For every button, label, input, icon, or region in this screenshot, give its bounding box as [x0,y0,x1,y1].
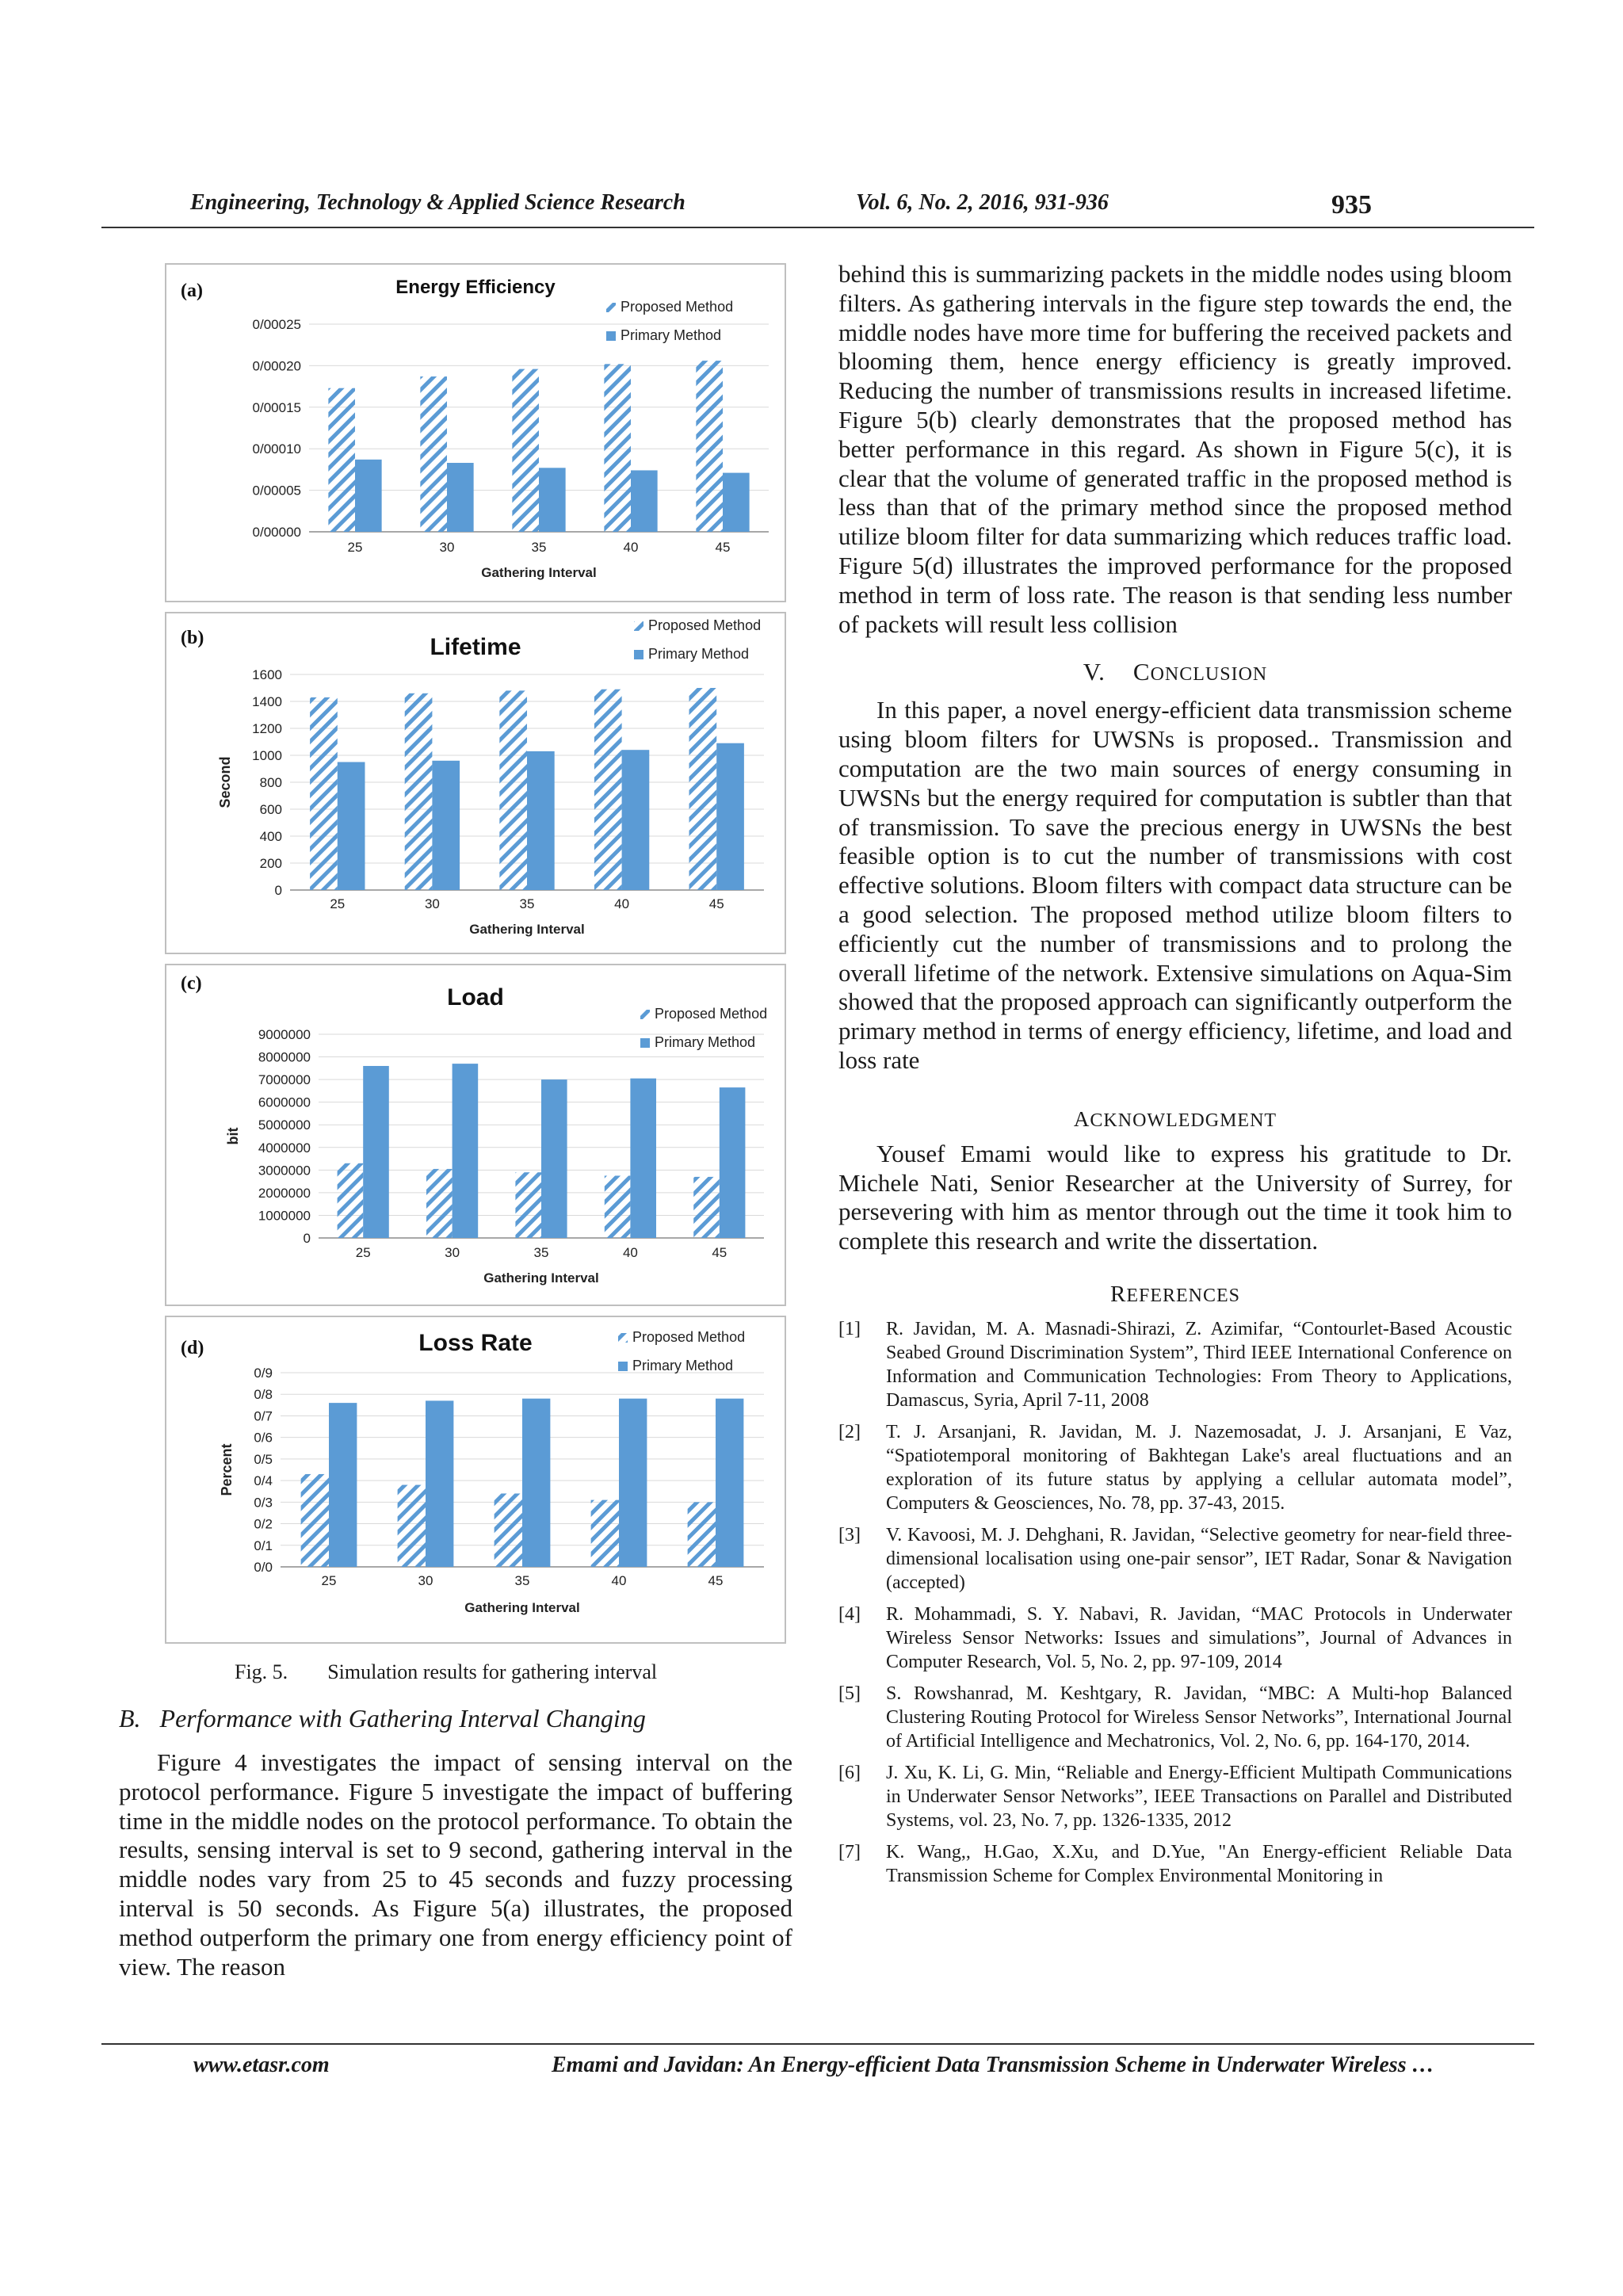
bar-proposed [310,697,338,890]
bar-proposed [338,1163,364,1238]
x-axis-label: Gathering Interval [464,1600,580,1615]
y-axis-label: Second [217,756,233,808]
y-tick-label: 800 [259,775,282,790]
y-tick-label: 1600 [252,667,282,682]
y-tick-label: 0/3 [254,1495,273,1511]
bar-proposed [328,388,355,532]
reference-list [838,1317,1512,1888]
conclusion-heading: V. CONCLUSION [1083,658,1268,686]
bar-proposed [693,1177,720,1238]
bar-proposed [495,1493,522,1567]
chart-title: Load [447,984,504,1010]
x-tick-label: 40 [611,1573,627,1588]
bar-proposed [688,1502,716,1567]
chart-panel-c [165,964,786,1306]
right-column [838,260,1512,1896]
bar-primary [716,1399,743,1567]
bar-primary [619,1399,647,1567]
journal-title: Engineering, Technology & Applied Science Research [190,190,685,215]
x-tick-label: 30 [445,1245,460,1260]
reference-item: [6] J. Xu, K. Li, G. Min, “Reliable and Energy-Efficient Multipath Communications in Underwater Sensor Networks”, IEEE Transactions on Parallel and Distributed Systems, vol. 23, No. 7, pp. 1326-1335, 2012 [838,1762,1512,1831]
bar-proposed [420,376,447,532]
bar-primary [363,1066,389,1238]
legend-label: Primary Method [621,327,722,343]
chart-title: Loss Rate [418,1330,533,1356]
caption-text: Simulation results for gathering interval [327,1660,658,1683]
bar-primary [723,473,750,532]
bar-proposed [398,1485,426,1567]
bar-proposed [515,1172,541,1238]
x-tick-label: 40 [623,540,639,555]
y-tick-label: 0/00005 [252,483,301,499]
x-tick-label: 35 [531,540,547,555]
y-tick-label: 0/6 [254,1430,273,1446]
bar-primary [541,1079,567,1238]
reference-item: [7] K. Wang,, H.Gao, X.Xu, and D.Yue, "An Energy-efficient Reliable Data Transmission Scheme for Complex Environmental Monitoring in [838,1841,1512,1886]
legend-label: Proposed Method [648,617,762,633]
bar-primary [630,1079,656,1238]
y-tick-label: 0/4 [254,1473,273,1489]
panel-label: (c) [181,973,202,994]
y-tick-label: 0/1 [254,1538,273,1553]
footer-site: www.etasr.com [193,2053,330,2077]
acknowledgment-heading: ACKNOWLEDGMENT [1073,1106,1277,1131]
chart-load [166,965,785,1305]
y-tick-label: 0 [303,1231,311,1246]
bar-primary [447,463,474,532]
legend-label: Primary Method [632,1358,734,1373]
x-tick-label: 30 [424,896,440,911]
legend-swatch [634,650,643,659]
y-tick-label: 600 [259,802,282,817]
y-tick-label: 3000000 [258,1163,311,1179]
y-tick-label: 0/7 [254,1408,273,1424]
y-tick-label: 400 [259,829,282,844]
x-axis-label: Gathering Interval [483,1270,599,1286]
subsection-heading: B. Performance with Gathering Interval Changing [119,1704,646,1733]
x-tick-label: 25 [321,1573,337,1588]
legend-swatch [640,1038,650,1048]
x-tick-label: 35 [533,1245,549,1260]
y-axis-label: bit [225,1127,241,1145]
y-tick-label: 2000000 [258,1185,311,1201]
bar-primary [539,468,566,532]
bar-proposed [499,690,527,890]
reference-item: [4] R. Mohammadi, S. Y. Nabavi, R. Javidan, “MAC Protocols in Underwater Wireless Sensor Networks: Issues and simulations”, Journal of Advances in Computer Research, Vol. 5, No. 2, pp. 97-109, 2014 [838,1603,1512,1672]
bar-primary [716,743,744,890]
y-tick-label: 1000000 [258,1208,311,1224]
bar-proposed [405,693,433,890]
x-tick-label: 40 [614,896,630,911]
y-tick-label: 1200 [252,721,282,736]
bar-proposed [512,369,539,532]
bar-primary [453,1064,479,1238]
acknowledgment-paragraph: Yousef Emami would like to express his gratitude to Dr. Michele Nati, Senior Researcher at the University of Surrey, for persevering with him as mentor through out the time it took him to complete this research and write the dissertation. [838,1139,1512,1255]
bar-proposed [604,364,631,532]
y-tick-label: 0/2 [254,1516,273,1532]
x-tick-label: 25 [347,540,363,555]
y-tick-label: 0/00020 [252,358,301,374]
legend-label: Proposed Method [632,1329,746,1345]
chart-loss-rate [166,1317,785,1642]
bar-proposed [591,1500,619,1567]
legend-swatch [618,1362,628,1371]
y-tick-label: 0/8 [254,1387,273,1403]
bar-primary [355,460,382,532]
header-rule [101,227,1534,228]
x-tick-label: 30 [418,1573,433,1588]
bar-proposed [689,688,717,890]
panel-label: (d) [181,1338,204,1358]
reference-item: [3] V. Kavoosi, M. J. Dehghani, R. Javidan, “Selective geometry for near-field three-dimensional localisation using one-pair sensor”, IET Radar, Sonar & Navigation (accepted) [838,1524,1512,1593]
bar-primary [432,761,460,890]
page-number: 935 [1331,190,1372,220]
legend-swatch [618,1333,628,1343]
chart-energy-efficiency [166,265,785,601]
y-tick-label: 0/00010 [252,441,301,457]
y-tick-label: 0/00015 [252,399,301,415]
y-tick-label: 1000 [252,748,282,763]
legend-label: Primary Method [655,1034,756,1050]
chart-panel-b [165,612,786,954]
legend-label: Primary Method [648,646,750,662]
x-tick-label: 45 [712,1245,727,1260]
bar-proposed [594,690,622,890]
y-tick-label: 7000000 [258,1072,311,1088]
x-tick-label: 30 [439,540,455,555]
footer-citation: Emami and Javidan: An Energy-efficient Data Transmission Scheme in Underwater Wireless … [552,2053,1434,2077]
y-tick-label: 6000000 [258,1095,311,1110]
y-tick-label: 0/00025 [252,317,301,332]
bar-primary [522,1399,550,1567]
reference-item: [5] S. Rowshanrad, M. Keshtgary, R. Javidan, “MBC: A Multi-hop Balanced Clustering Routing Protocol for Wireless Sensor Networks”, International Journal of Artificial Intelligence and Mechatronics, Vol. 2, No. 6, pp. 164-170, 2014. [838,1683,1512,1752]
legend-label: Proposed Method [621,299,734,315]
legend-label: Proposed Method [655,1006,768,1022]
y-tick-label: 0/0 [254,1560,273,1575]
y-tick-label: 0/00000 [252,525,301,540]
bar-primary [720,1087,746,1238]
panel-label: (b) [181,628,204,648]
bar-primary [329,1403,357,1567]
y-tick-label: 0 [274,883,282,898]
y-tick-label: 8000000 [258,1049,311,1065]
x-tick-label: 45 [708,896,724,911]
bar-primary [631,470,658,532]
y-tick-label: 4000000 [258,1140,311,1156]
bar-primary [426,1400,453,1567]
bar-primary [527,751,555,890]
bar-proposed [301,1474,329,1567]
references-heading: REFERENCES [1109,1281,1241,1307]
y-tick-label: 0/5 [254,1451,273,1467]
bar-proposed [426,1169,453,1238]
chart-title: Lifetime [430,634,521,660]
left-column-body [119,1748,792,1981]
y-tick-label: 0/9 [254,1366,273,1381]
footer-rule [101,2043,1534,2045]
x-tick-label: 35 [514,1573,530,1588]
reference-item: [1] R. Javidan, M. A. Masnadi-Shirazi, Z. Azimifar, “Contourlet-Based Acoustic Seabed Ground Discrimination System”, Third IEEE International Conference on Information and Communication Technologies: From Theory to Applications, Damascus, Syria, April 7-11, 2008 [838,1318,1512,1411]
chart-lifetime [166,613,785,953]
reference-item: [2] T. J. Arsanjani, R. Javidan, M. J. Nazemosadat, J. J. Arsanjani, E Vaz, “Spatiotemporal monitoring of Bakhtegan Lake's areal fluctuations and an exploration of its future status by applying a cellular automata model”, Computers & Geosciences, No. 78, pp. 37-43, 2015. [838,1421,1512,1514]
bar-primary [622,750,650,890]
panel-label: (a) [181,281,203,301]
chart-panel-a [165,263,786,602]
volume-info: Vol. 6, No. 2, 2016, 931-936 [856,190,1109,215]
x-axis-label: Gathering Interval [481,565,597,580]
legend-swatch [606,331,616,341]
x-tick-label: 35 [519,896,535,911]
chart-panel-d [165,1316,786,1644]
legend-swatch [606,303,616,312]
y-tick-label: 5000000 [258,1117,311,1133]
legend-swatch [640,1010,650,1019]
paragraph: Figure 4 investigates the impact of sensing interval on the protocol performance. Figure 5 investigate the impact of buffering time in the middle nodes on the protocol performance. To obtain the results, sensing interval is set to 9 second, gathering interval in the middle nodes vary from 25 to 45 seconds and fuzzy processing interval is 50 seconds. As Figure 5(a) illustrates, the proposed method outperform the primary one from energy efficiency point of view. The reason [119,1748,792,1981]
x-tick-label: 40 [622,1245,638,1260]
x-tick-label: 25 [330,896,346,911]
y-tick-label: 1400 [252,694,282,709]
y-tick-label: 9000000 [258,1027,311,1042]
bar-proposed [696,361,723,532]
continuation-paragraph: behind this is summarizing packets in the middle nodes using bloom filters. As gathering intervals in the figure step towards the end, the middle nodes have more time for buffering the received packets and blooming them, hence energy efficiency is greatly improved. Reducing the number of transmissions results in increased lifetime. Figure 5(b) clearly demonstrates that the proposed method has better performance in this regard. As shown in Figure 5(c), it is clear that the volume of generated traffic in the proposed method is less than that of the primary method since the proposed method utilize bloom filter for data summarizing which reduces traffic load. Figure 5(d) illustrates the improved performance for the proposed method in term of loss rate. The reason is that sending less number of packets will result less collision [838,260,1512,638]
bar-primary [338,762,365,891]
x-axis-label: Gathering Interval [469,922,585,937]
chart-title: Energy Efficiency [395,277,556,298]
y-axis-label: Percent [219,1443,235,1496]
conclusion-paragraph: In this paper, a novel energy-efficient data transmission scheme using bloom filters for UWSNs is proposed.. Transmission and computation are the two main sources of energy consuming in UWSNs but the energy required for computation is subtler than that of transmission. To save the precious energy in UWSNs the best feasible option is to cut the number of transmissions with cost effective solutions. Bloom filters with compact data structure can be a good selection. The proposed method utilize bloom filters to efficiently cut the number of transmissions and to prolong the overall lifetime of the network. Extensive simulations on Aqua-Sim showed that the proposed approach can significantly outperform the primary method in terms of energy efficiency, lifetime, and load and loss rate [838,696,1512,1074]
figure-caption [235,1660,657,1684]
legend-swatch [634,621,643,631]
caption-label: Fig. 5. [235,1660,288,1683]
bar-proposed [605,1175,631,1238]
x-tick-label: 45 [715,540,731,555]
x-tick-label: 45 [708,1573,724,1588]
y-tick-label: 200 [259,856,282,871]
x-tick-label: 25 [355,1245,371,1260]
